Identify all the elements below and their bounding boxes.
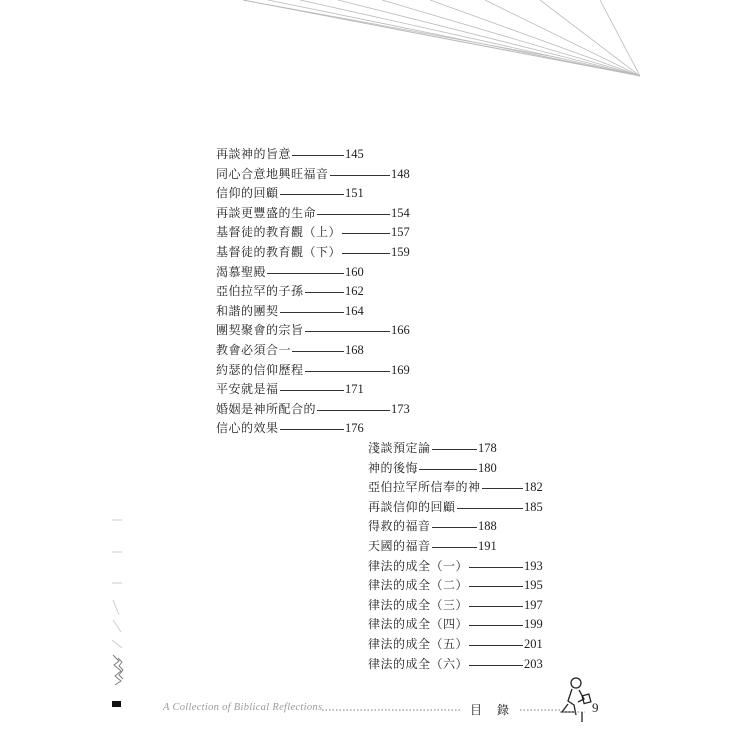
toc-entry-page: 162 bbox=[345, 284, 364, 299]
footer-caption: A Collection of Biblical Reflections bbox=[163, 702, 323, 713]
toc-entry-title: 教會必須合一 bbox=[216, 343, 292, 357]
toc-entry-page: 188 bbox=[478, 519, 497, 534]
toc-entry-page: 173 bbox=[391, 401, 410, 416]
toc-entry-title: 再談信仰的回顧 bbox=[368, 499, 456, 514]
margin-marks bbox=[112, 520, 122, 648]
margin-scribble-art bbox=[113, 655, 123, 685]
toc-entry-page: 169 bbox=[391, 362, 410, 377]
toc-entry bbox=[368, 537, 508, 556]
toc-entry bbox=[216, 145, 375, 164]
toc-entry-page: 191 bbox=[478, 539, 497, 553]
toc-entry-page: 160 bbox=[345, 264, 364, 279]
toc-entry bbox=[368, 576, 554, 595]
toc-entry-title: 亞伯拉罕所信奉的神 bbox=[368, 480, 481, 495]
toc-entry bbox=[368, 655, 554, 674]
toc-entry bbox=[368, 459, 508, 478]
toc-entry-title: 約瑟的信仰歷程 bbox=[216, 362, 304, 377]
toc-entry bbox=[216, 204, 421, 223]
toc-entry-page: 168 bbox=[345, 343, 364, 357]
toc-leader-line bbox=[267, 273, 344, 274]
toc-leader-line bbox=[292, 351, 344, 352]
toc-entry-title: 得救的福音 bbox=[368, 519, 431, 534]
reading-figure-illustration bbox=[560, 678, 591, 722]
toc-entry bbox=[368, 557, 554, 576]
toc-leader-line bbox=[432, 449, 477, 450]
toc-leader-line bbox=[469, 567, 523, 568]
toc-entry-page: 199 bbox=[524, 617, 543, 632]
toc-leader-line bbox=[469, 586, 523, 587]
toc-leader-line bbox=[280, 312, 344, 313]
toc-entry bbox=[216, 321, 421, 340]
toc-entry-title: 再談神的旨意 bbox=[216, 147, 292, 161]
toc-entry bbox=[216, 223, 421, 242]
toc-entry-title: 律法的成全（二） bbox=[368, 578, 469, 593]
toc-entry-title: 團契聚會的宗旨 bbox=[216, 323, 304, 338]
margin-block bbox=[112, 701, 121, 707]
toc-leader-line bbox=[419, 469, 477, 470]
toc-entry-page: 148 bbox=[391, 166, 410, 181]
toc-entry-page: 159 bbox=[391, 245, 410, 259]
toc-leader-line bbox=[330, 175, 390, 176]
toc-entry bbox=[216, 263, 375, 282]
toc-leader-line bbox=[469, 625, 523, 626]
toc-entry bbox=[216, 282, 375, 301]
toc-entry-page: 193 bbox=[524, 558, 543, 573]
toc-entry bbox=[216, 302, 375, 321]
toc-entry-title: 天國的福音 bbox=[368, 539, 431, 553]
toc-entry-page: 201 bbox=[524, 637, 543, 651]
toc-entry-page: 171 bbox=[345, 382, 364, 397]
toc-entry-title: 神的後悔 bbox=[368, 460, 419, 475]
toc-leader-line bbox=[432, 547, 477, 548]
toc-entry bbox=[216, 419, 375, 438]
toc-leader-line bbox=[317, 214, 390, 215]
toc-entry bbox=[216, 380, 375, 399]
toc-entry-title: 亞伯拉罕的子孫 bbox=[216, 284, 304, 299]
toc-entry-page: 176 bbox=[345, 421, 364, 436]
toc-entry bbox=[216, 243, 421, 262]
toc-entry-page: 180 bbox=[478, 460, 497, 475]
toc-entry-title: 再談更豐盛的生命 bbox=[216, 205, 317, 220]
toc-entry bbox=[216, 341, 375, 360]
toc-leader-line bbox=[482, 488, 523, 489]
toc-entry-page: 154 bbox=[391, 205, 410, 220]
toc-entry bbox=[216, 361, 421, 380]
toc-entry-page: 195 bbox=[524, 578, 543, 593]
toc-entry-page: 197 bbox=[524, 597, 543, 612]
toc-entry bbox=[216, 165, 421, 184]
toc-entry-title: 律法的成全（六） bbox=[368, 656, 469, 671]
toc-entry-page: 203 bbox=[524, 656, 543, 671]
toc-entry bbox=[368, 498, 554, 517]
toc-entry-title: 律法的成全（五） bbox=[368, 637, 469, 651]
toc-entry bbox=[368, 635, 554, 654]
toc-entry bbox=[368, 439, 508, 458]
toc-leader-line bbox=[342, 253, 390, 254]
toc-entry-title: 律法的成全（一） bbox=[368, 558, 469, 573]
toc-leader-line bbox=[305, 371, 390, 372]
toc-entry-title: 律法的成全（三） bbox=[368, 597, 469, 612]
toc-leader-line bbox=[317, 410, 390, 411]
toc-entry-title: 基督徒的教育觀（下） bbox=[216, 245, 342, 259]
toc-entry-title: 信心的效果 bbox=[216, 421, 279, 436]
toc-leader-line bbox=[280, 194, 344, 195]
toc-leader-line bbox=[280, 390, 344, 391]
footer-section-title: 目錄 bbox=[470, 703, 525, 717]
toc-entry-page: 151 bbox=[345, 186, 364, 201]
toc-leader-line bbox=[342, 233, 390, 234]
toc-entry bbox=[368, 596, 554, 615]
toc-leader-line bbox=[305, 331, 390, 332]
toc-leader-line bbox=[469, 665, 523, 666]
toc-leader-line bbox=[280, 429, 344, 430]
toc-leader-line bbox=[469, 645, 523, 646]
page-number: 9 bbox=[592, 700, 599, 715]
toc-entry-page: 182 bbox=[524, 480, 543, 495]
toc-leader-line bbox=[432, 527, 477, 528]
toc-entry-title: 婚姻是神所配合的 bbox=[216, 401, 317, 416]
toc-entry-title: 同心合意地興旺福音 bbox=[216, 166, 329, 181]
toc-entry bbox=[368, 615, 554, 634]
perspective-lines-art bbox=[243, 0, 640, 76]
toc-entry-page: 157 bbox=[391, 225, 410, 240]
toc-entry-page: 178 bbox=[478, 441, 497, 455]
toc-leader-line bbox=[305, 292, 344, 293]
toc-entry bbox=[368, 517, 508, 536]
toc-entry-title: 淺談預定論 bbox=[368, 441, 431, 455]
toc-entry-page: 164 bbox=[345, 303, 364, 318]
toc-entry-page: 145 bbox=[345, 147, 364, 161]
toc-entry bbox=[368, 478, 554, 497]
toc-entry-title: 基督徒的教育觀（上） bbox=[216, 225, 342, 240]
toc-entry-page: 185 bbox=[524, 499, 543, 514]
toc-entry-title: 信仰的回顧 bbox=[216, 186, 279, 201]
toc-leader-line bbox=[292, 155, 344, 156]
toc-leader-line bbox=[457, 508, 523, 509]
toc-entry-title: 平安就是福 bbox=[216, 382, 279, 397]
toc-entry bbox=[216, 184, 375, 203]
toc-entry-title: 律法的成全（四） bbox=[368, 617, 469, 632]
toc-entry-title: 渴慕聖殿 bbox=[216, 264, 267, 279]
toc-leader-line bbox=[469, 606, 523, 607]
toc-entry-title: 和諧的團契 bbox=[216, 303, 279, 318]
toc-entry-page: 166 bbox=[391, 323, 410, 338]
toc-entry bbox=[216, 400, 421, 419]
